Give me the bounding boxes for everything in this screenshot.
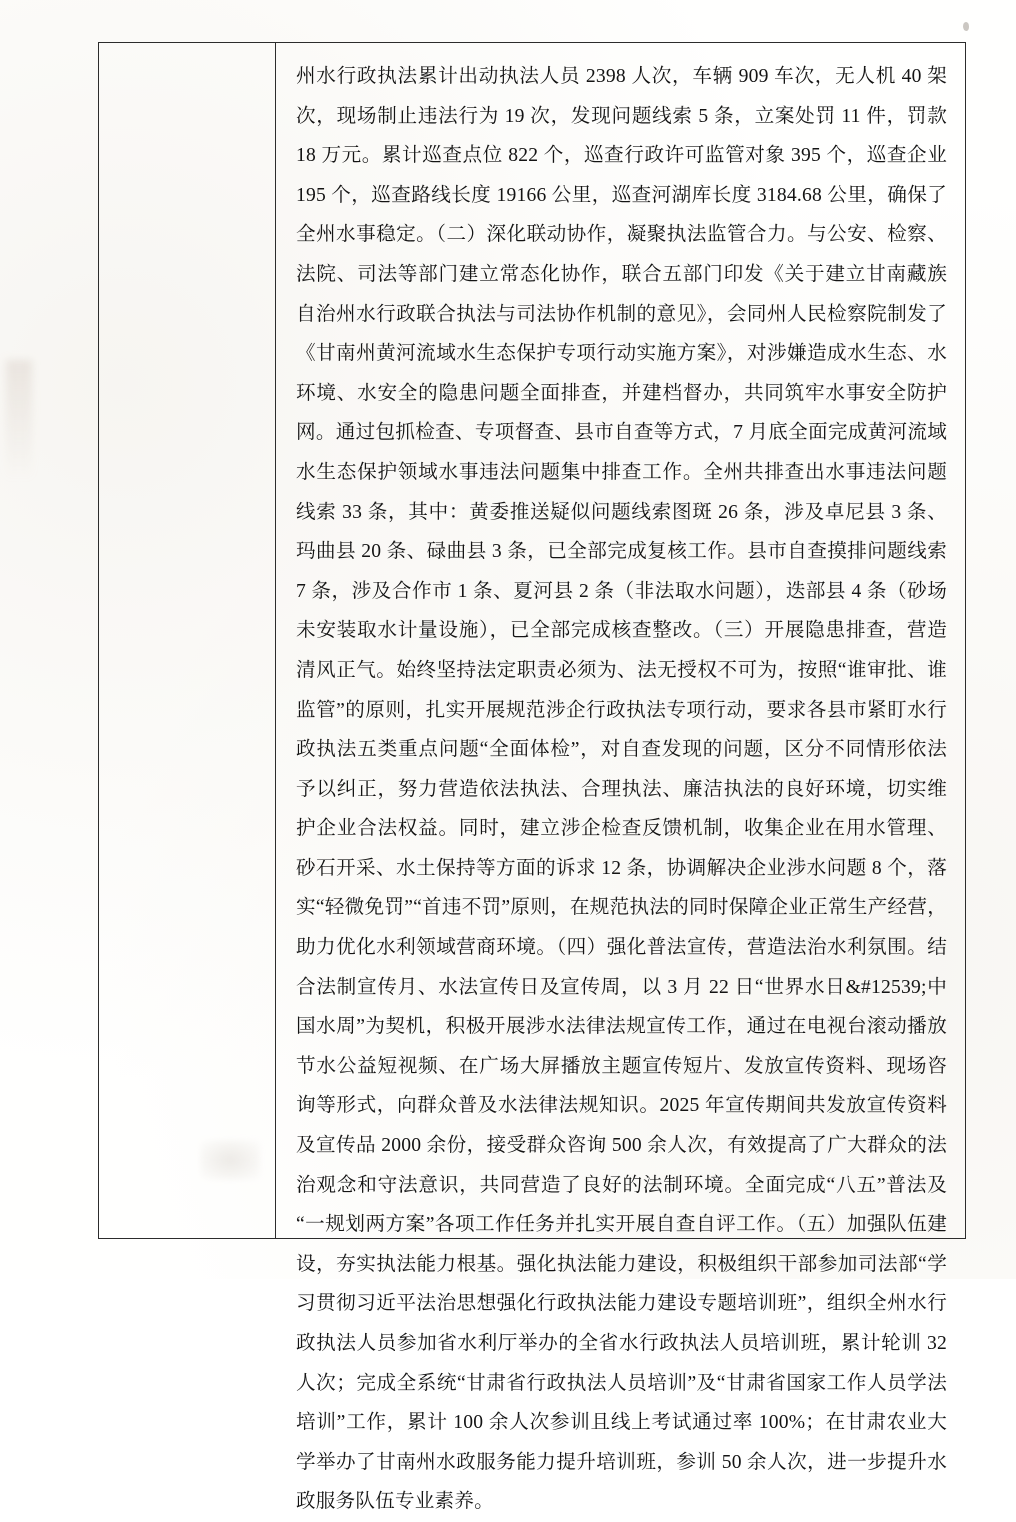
scan-artifact-speck — [963, 22, 969, 31]
scan-artifact-smudge-left — [6, 360, 32, 480]
body-paragraph: 州水行政执法累计出动执法人员 2398 人次，车辆 909 车次，无人机 40 架次，现场制止违法行为 19 次，发现问题线索 5 条，立案处罚 11 件，罚款 18 万元。累计巡查点位 822 个，巡查行政许可监管对象 395 个，巡查企业 195 个，巡查路线长度 19166 公里，巡查河湖库长度 3184.68 公里，确保了全州水事稳定。（二）深化联动协作，凝聚执法监管合力。与公安、检察、法院、司法等部门建立常态化协作，联合五部门印发《关于建立甘南藏族自治州水行政联合执法与司法协作机制的意见》，会同州人民检察院制发了《甘南州黄河流域水生态保护专项行动实施方案》，对涉嫌造成水生态、水环境、水安全的隐患问题全面排查，并建档督办，共同筑牢水事安全防护网。通过包抓检查、专项督查、县市自查等方式，7 月底全面完成黄河流域水生态保护领域水事违法问题集中排查工作。全州共排查出水事违法问题线索 33 条，其中：黄委推送疑似问题线索图斑 26 条，涉及卓尼县 3 条、玛曲县 20 条、碌曲县 3 条，已全部完成复核工作。县市自查摸排问题线索 7 条，涉及合作市 1 条、夏河县 2 条（非法取水问题），迭部县 4 条（砂场未安装取水计量设施），已全部完成核查整改。（三）开展隐患排查，营造清风正气。始终坚持法定职责必须为、法无授权不可为，按照“谁审批、谁监管”的原则，扎实开展规范涉企行政执法专项行动，要求各县市紧盯水行政执法五类重点问题“全面体检”，对自查发现的问题，区分不同情形依法予以纠正，努力营造依法执法、合理执法、廉洁执法的良好环境，切实维护企业合法权益。同时，建立涉企检查反馈机制，收集企业在用水管理、砂石开采、水土保持等方面的诉求 12 条，协调解决企业涉水问题 8 个，落实“轻微免罚”“首违不罚”原则，在规范执法的同时保障企业正常生产经营，助力优化水利领域营商环境。（四）强化普法宣传，营造法治水利氛围。结合法制宣传月、水法宣传日及宣传周，以 3 月 22 日“世界水日&#12539;中国水周”为契机，积极开展涉水法律法规宣传工作，通过在电视台滚动播放节水公益短视频、在广场大屏播放主题宣传短片、发放宣传资料、现场咨询等形式，向群众普及水法律法规知识。2025 年宣传期间共发放宣传资料及宣传品 2000 余份，接受群众咨询 500 余人次，有效提高了广大群众的法治观念和守法意识，共同营造了良好的法制环境。全面完成“八五”普法及“一规划两方案”各项工作任务并扎实开展自查自评工作。（五）加强队伍建设，夯实执法能力根基。强化执法能力建设，积极组织干部参加司法部“学习贯彻习近平法治思想强化行政执法能力建设专题培训班”，组织全州水行政执法人员参加省水利厅举办的全省水行政执法人员培训班，累计轮训 32 人次；完成全系统“甘肃省行政执法人员培训”及“甘肃省国家工作人员学法培训”工作，累计 100 余人次参训且线上考试通过率 100%；在甘肃农业大学举办了甘南州水政服务能力提升培训班，参训 50 余人次，进一步提升水政服务队伍专业素养。 — [296, 66, 953, 1513]
document-table — [98, 42, 966, 1513]
table-label-column — [99, 43, 276, 1238]
table-body-column — [276, 43, 965, 1513]
